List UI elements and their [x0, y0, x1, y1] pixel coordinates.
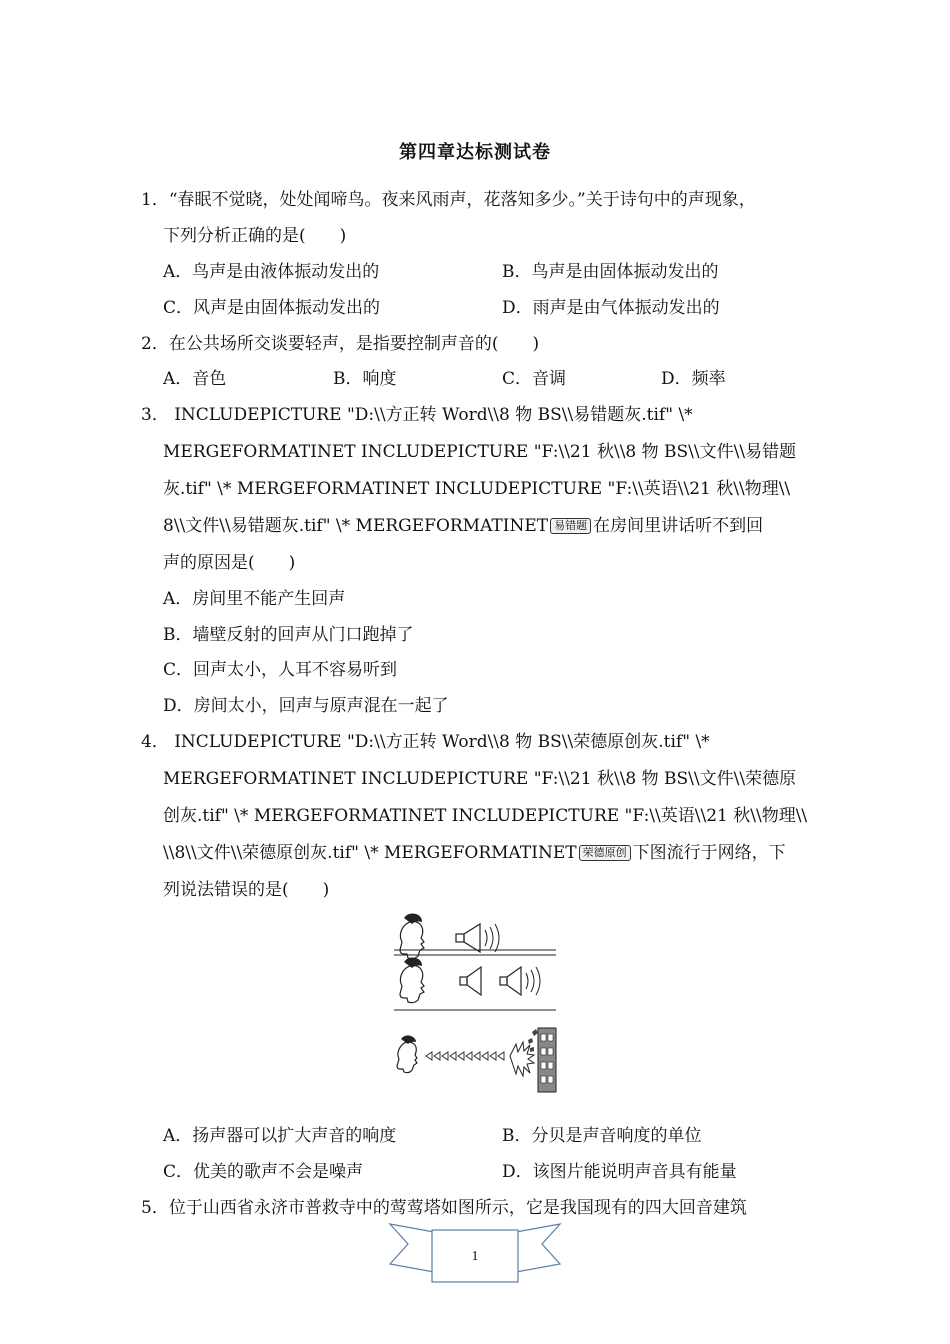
q2-stem: 2．在公共场所交谈要轻声，是指要控制声音的( ) — [141, 334, 540, 354]
q1-option-c: C．风声是由固体振动发出的 — [163, 298, 381, 318]
page-number-ribbon — [388, 1222, 562, 1288]
q4-field-code: \\8\\文件\\荣德原创灰.tif" \* MERGEFORMATINET — [163, 843, 577, 863]
q3-tag-badge: 易错题 — [550, 518, 591, 534]
panel-three-speaker-chain — [397, 1028, 556, 1092]
q4-option-c: C．优美的歌声不会是噪声 — [163, 1162, 364, 1182]
q3-option-a: A．房间里不能产生回声 — [163, 589, 346, 609]
q3-stem-line1: 3． INCLUDEPICTURE "D:\\方正转 Word\\8 物 BS\\易错题灰.tif" \* — [141, 405, 693, 425]
q5-stem-line1: 5．位于山西省永济市普救寺中的莺莺塔如图所示，它是我国现有的四大回音建筑 — [141, 1198, 747, 1218]
q1-stem-line2: 下列分析正确的是( ) — [163, 226, 347, 246]
q1-option-a: A．鸟声是由液体振动发出的 — [163, 262, 380, 282]
q3-stem-line5: 声的原因是( ) — [163, 553, 296, 573]
q4-stem-line2: MERGEFORMATINET INCLUDEPICTURE "F:\\21 秋\\8 物 BS\\文件\\荣德原 — [163, 769, 797, 789]
q4-stem-text: 下图流行于网络，下 — [632, 843, 786, 863]
q4-option-a: A．扬声器可以扩大声音的响度 — [163, 1126, 397, 1146]
q3-stem-line3: 灰.tif" \* MERGEFORMATINET INCLUDEPICTURE "F:\\英语\\21 秋\\物理\\ — [163, 479, 791, 499]
page-title: 第四章达标测试卷 — [399, 142, 551, 163]
q4-stem-line3: 创灰.tif" \* MERGEFORMATINET INCLUDEPICTURE "F:\\英语\\21 秋\\物理\\ — [163, 806, 808, 826]
q3-option-d: D．房间太小，回声与原声混在一起了 — [163, 696, 449, 716]
q4-tag-badge: 荣德原创 — [579, 845, 631, 861]
q1-option-d: D．雨声是由气体振动发出的 — [502, 298, 720, 318]
q3-stem-line2: MERGEFORMATINET INCLUDEPICTURE "F:\\21 秋\\8 物 BS\\文件\\易错题 — [163, 442, 797, 462]
q1-option-b: B．鸟声是由固体振动发出的 — [502, 262, 719, 282]
q4-stem-line5: 列说法错误的是( ) — [163, 880, 330, 900]
q3-stem-text: 在房间里讲话听不到回 — [593, 516, 764, 536]
q2-option-a: A．音色 — [163, 369, 227, 389]
q3-stem-line4 — [163, 514, 763, 538]
panel-one-speaker — [400, 914, 499, 959]
q3-option-c: C．回声太小，人耳不容易听到 — [163, 660, 398, 680]
q2-option-b: B．响度 — [333, 369, 397, 389]
q3-field-code: 8\\文件\\易错题灰.tif" \* MERGEFORMATINET — [163, 516, 549, 536]
q2-option-d: D．频率 — [661, 369, 726, 389]
loudspeaker-figure — [392, 906, 562, 1096]
q2-option-c: C．音调 — [502, 369, 567, 389]
q4-stem-line1: 4． INCLUDEPICTURE "D:\\方正转 Word\\8 物 BS\\荣德原创灰.tif" \* — [141, 732, 710, 752]
page-number: 1 — [471, 1249, 479, 1264]
q3-option-b: B．墙壁反射的回声从门口跑掉了 — [163, 625, 414, 645]
q1-stem-line1: 1．“春眠不觉晓，处处闻啼鸟。夜来风雨声，花落知多少。”关于诗句中的声现象， — [141, 190, 756, 210]
q4-option-d: D．该图片能说明声音具有能量 — [502, 1162, 737, 1182]
panel-two-speakers — [400, 958, 540, 1003]
q4-option-b: B．分贝是声音响度的单位 — [502, 1126, 702, 1146]
q4-stem-line4 — [163, 841, 786, 865]
